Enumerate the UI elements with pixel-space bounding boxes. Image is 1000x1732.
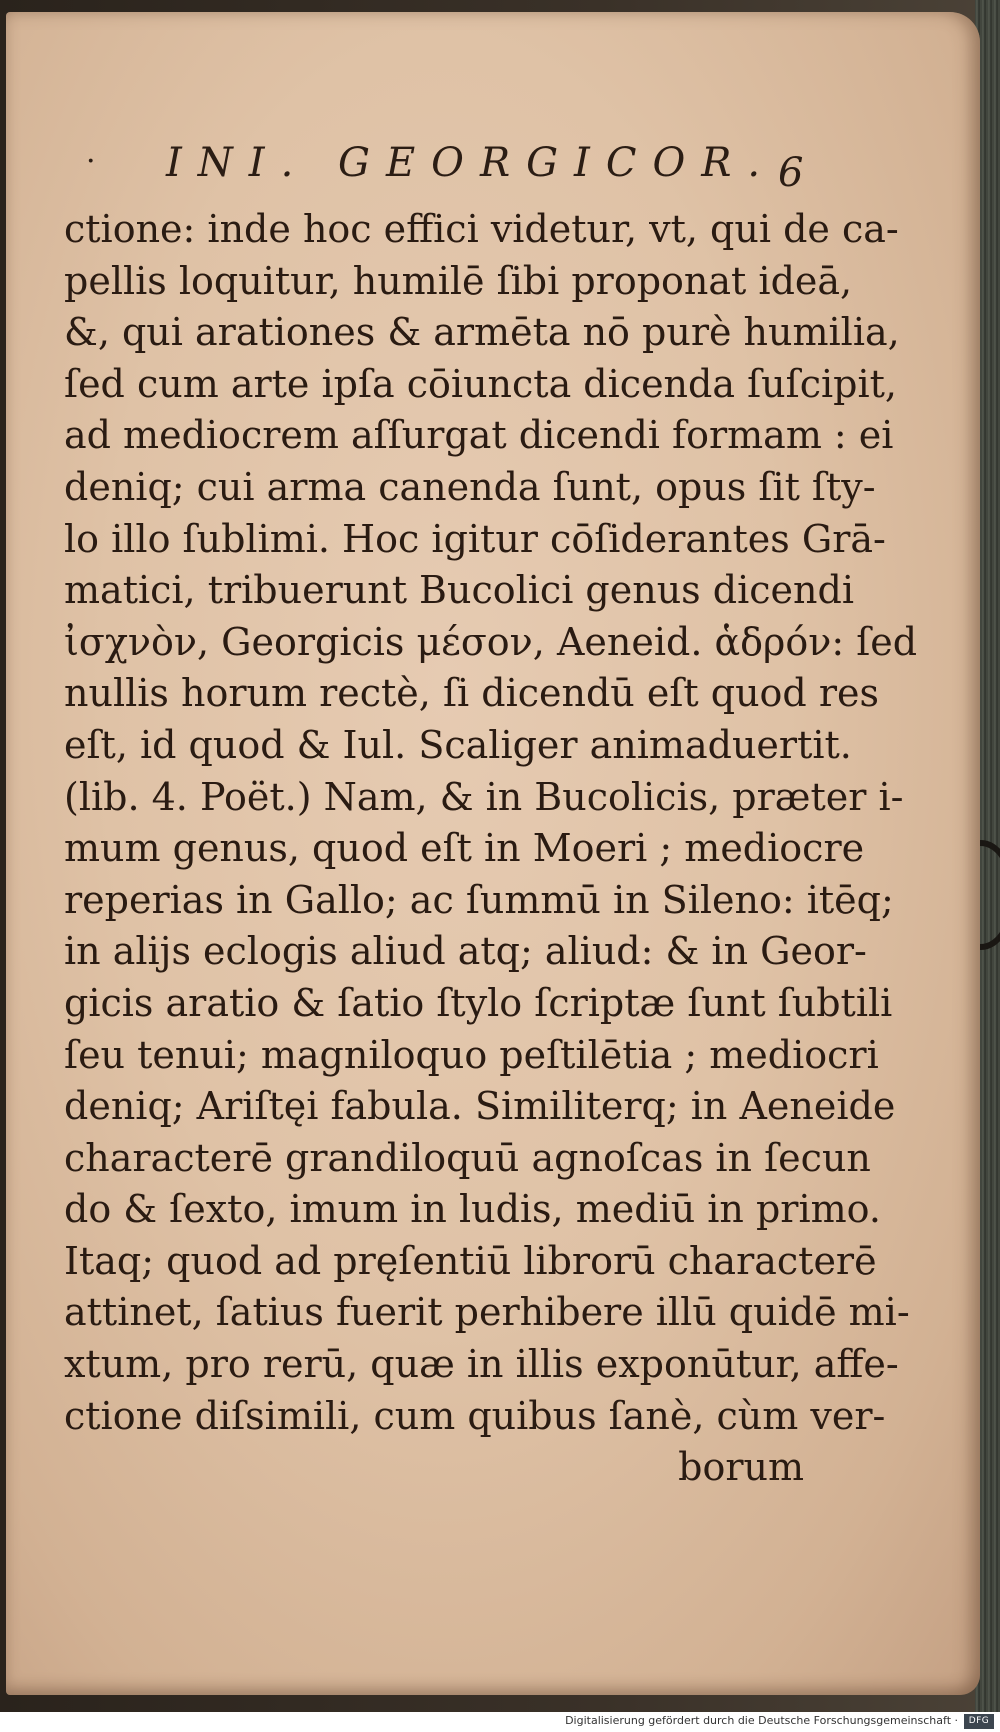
- running-head: INI. GEORGICOR.: [166, 140, 777, 186]
- text-line: &, qui arationes & armēta nō purè humilia,: [64, 310, 900, 355]
- text-line: Itaq; quod ad pręſentiū librorū characterē: [64, 1238, 877, 1283]
- text-line: (lib. 4. Poët.) Nam, & in Bucolicis, præter i-: [64, 774, 904, 819]
- text-line: matici, tribuerunt Bucolici genus dicendi: [64, 568, 854, 613]
- text-line: in alijs eclogis aliud atq; aliud: & in Geor-: [64, 929, 867, 974]
- book-page: [6, 12, 980, 1695]
- text-line: do & ſexto, imum in ludis, mediū in primo.: [64, 1187, 881, 1232]
- text-line: reperias in Gallo; ac ſummū in Sileno: itēq;: [64, 877, 894, 922]
- dfg-logo: DFG: [964, 1714, 994, 1729]
- page-number: 6: [778, 150, 804, 196]
- text-line: gicis aratio & ſatio ſtylo ſcriptæ ſunt ſubtili: [64, 980, 893, 1025]
- text-line: lo illo ſublimi. Hoc igitur cōſiderantes Grā-: [64, 516, 886, 561]
- text-line: attinet, ſatius fuerit perhibere illū quidē mi-: [64, 1290, 910, 1335]
- text-line: ad mediocrem aſſurgat dicendi formam : ei: [64, 413, 894, 458]
- text-line: deniq; cui arma canenda ſunt, opus ſit ſty-: [64, 464, 876, 509]
- text-line: mum genus, quod eſt in Moeri ; mediocre: [64, 826, 865, 871]
- text-line: ctione: inde hoc effici videtur, vt, qui de ca-: [64, 207, 899, 251]
- running-head-dot: ·: [86, 144, 96, 179]
- text-line: ſeu tenui; magniloquo peſtilētia ; mediocri: [64, 1032, 879, 1077]
- text-line: eſt, id quod & Iul. Scaliger animaduertit.: [64, 722, 852, 767]
- funding-credit: Digitalisierung gefördert durch die Deutsche Forschungsgemeinschaft ·: [565, 1714, 958, 1727]
- text-line: xtum, pro rerū, quæ in illis exponūtur, affe-: [64, 1342, 899, 1387]
- catchword: borum: [678, 1445, 804, 1490]
- text-line: deniq; Ariſtęi fabula. Similiterq; in Aeneide: [64, 1084, 896, 1129]
- text-line: nullis horum rectè, ſi dicendū eſt quod res: [64, 671, 879, 716]
- page-body-text: [64, 204, 918, 1494]
- text-line: ἰσχνὸν, Georgicis μέσον, Aeneid. ἁδρόν: ſed: [64, 619, 918, 664]
- text-line: ctione diſsimili, cum quibus ſanè, cùm ver-: [64, 1393, 886, 1438]
- text-line: ſed cum arte ipſa cōiuncta dicenda ſuſcipit,: [64, 361, 897, 406]
- text-line: characterē grandiloquū agnoſcas in ſecun: [64, 1135, 871, 1180]
- text-line: pellis loquitur, humilē ſibi proponat ideā,: [64, 258, 853, 303]
